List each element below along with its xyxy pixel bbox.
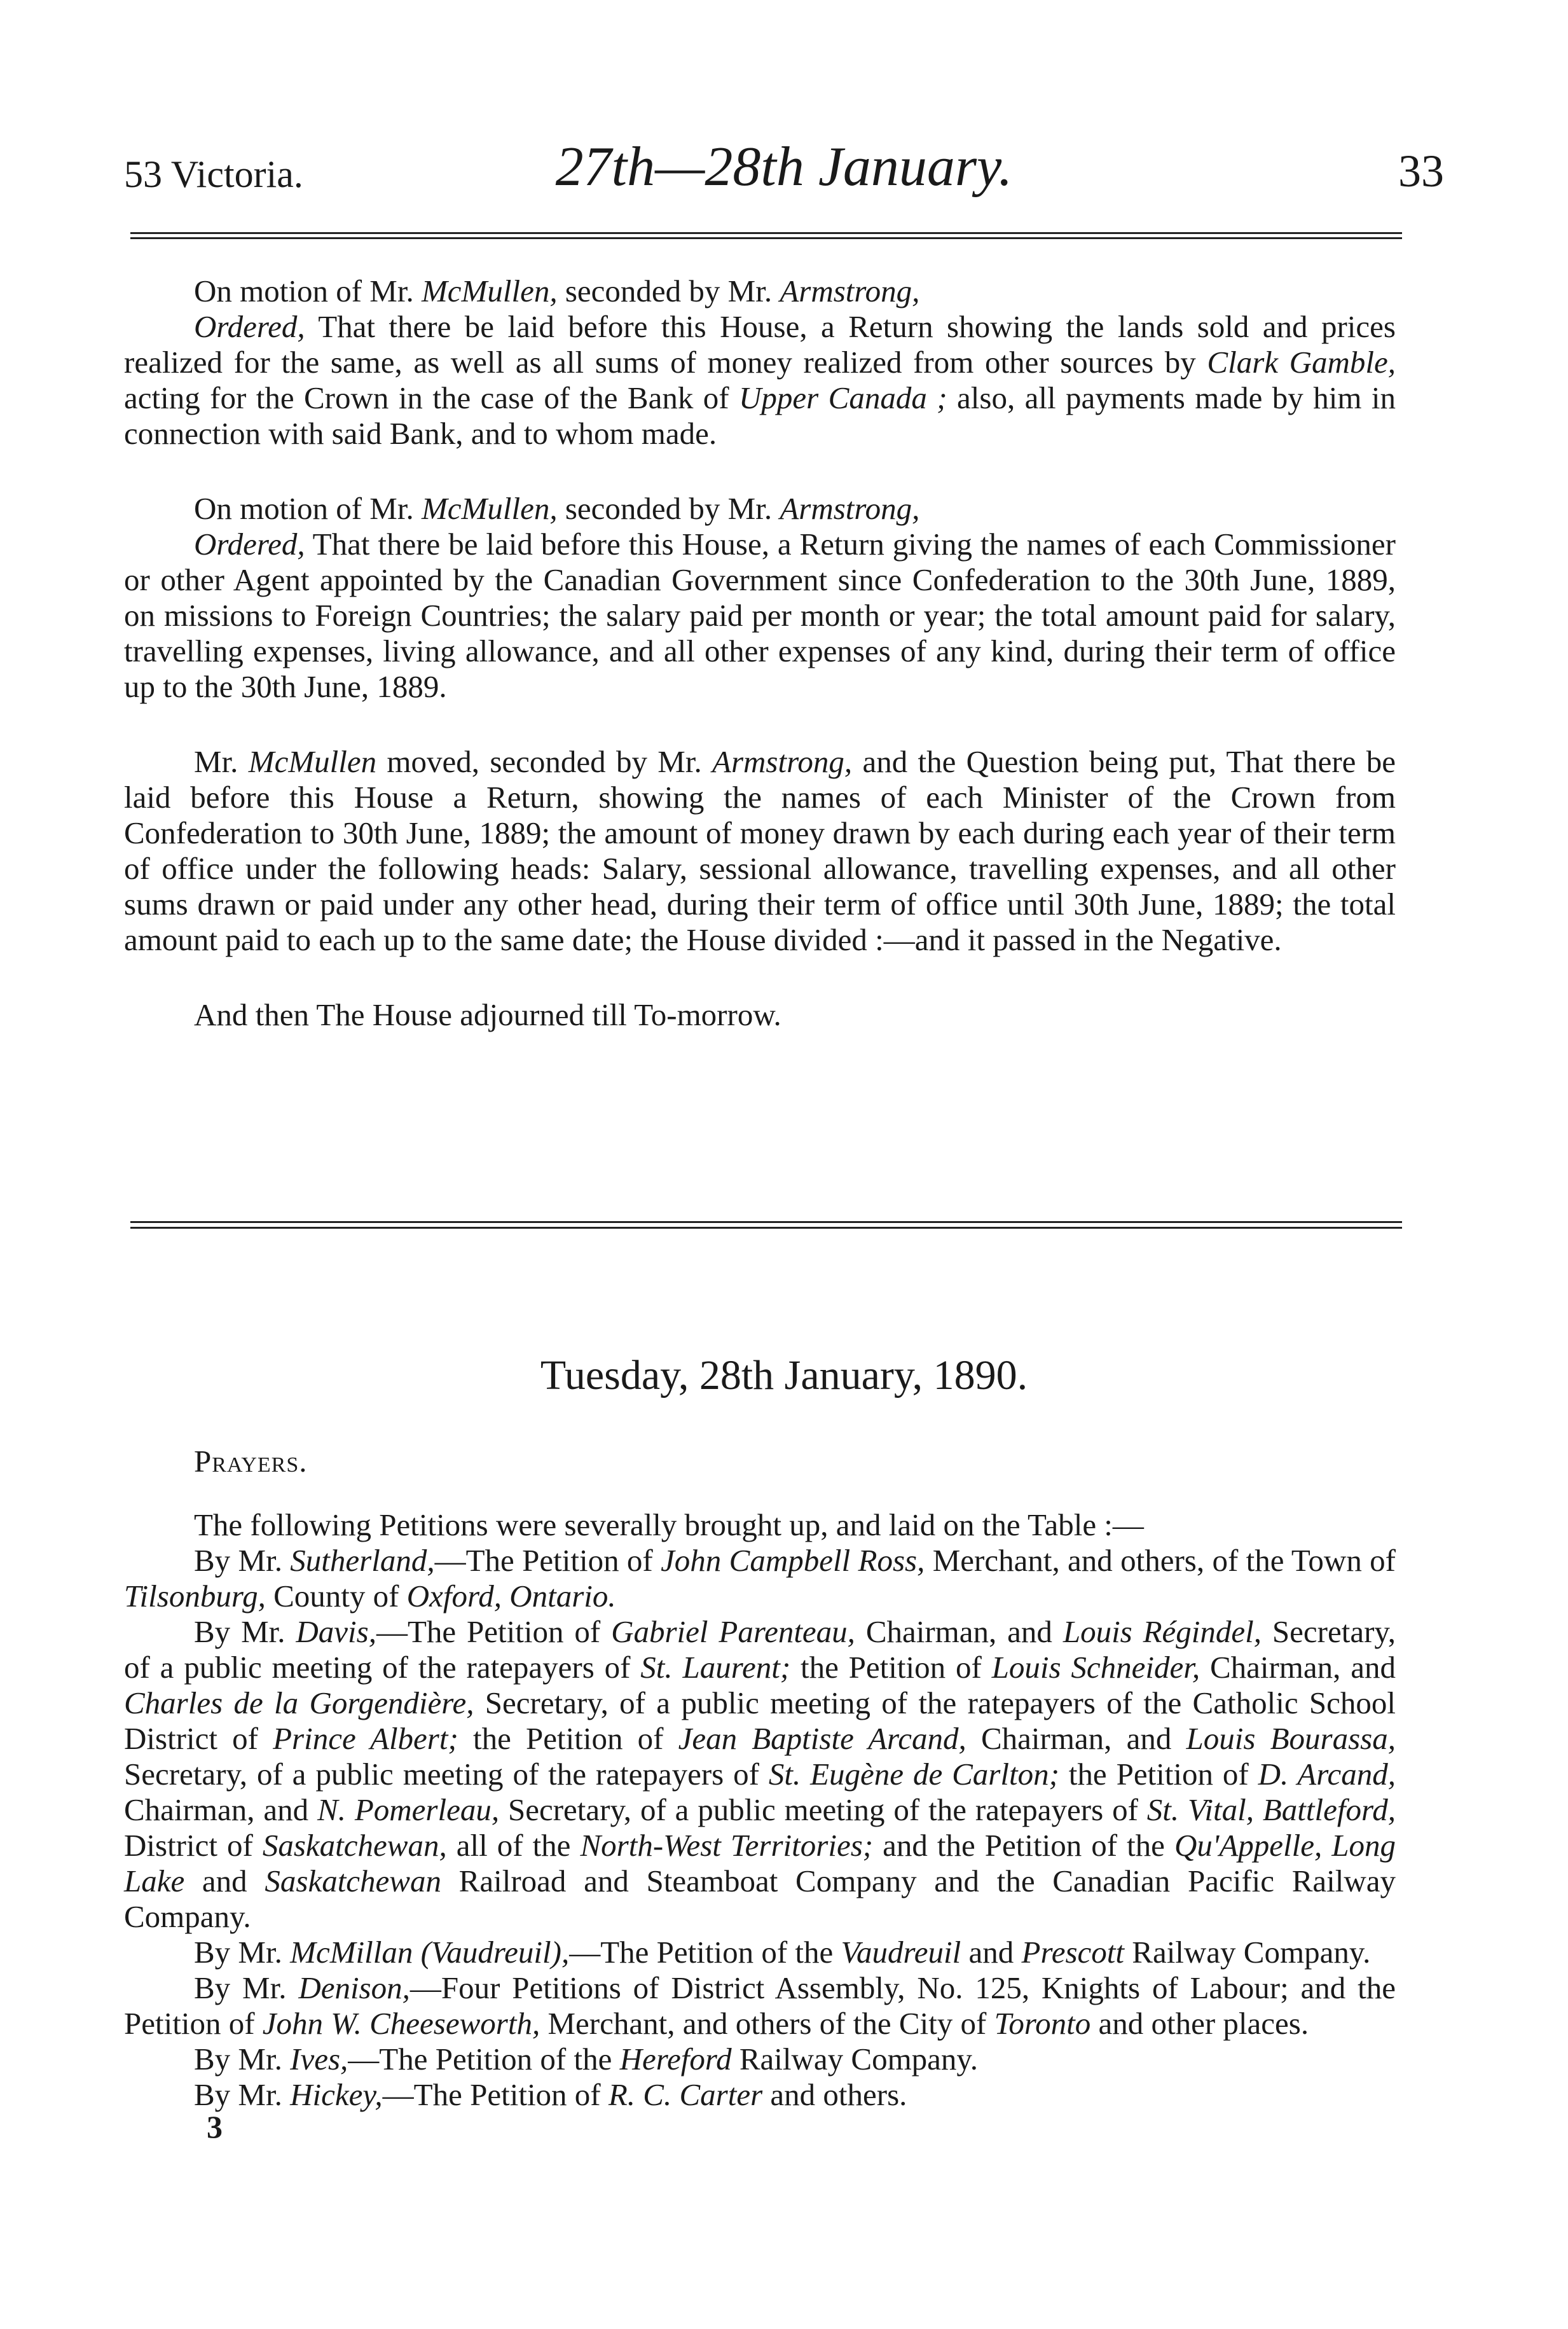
petition-davis: By Mr. Davis,—The Petition of Gabriel Parenteau, Chairman, and Louis Régindel, Secretary, of a public meeting of the ratepayers of St. Laurent; the Petition of Louis Schneider, Chairman, and Charles de la Gorgendière, Secretary, of a public meeting of the ratepayers of the Catholic School District of Prince Albert; the Petition of Jean Baptiste Arcand, Chairman, and Louis Bourassa, Secretary, of a public meeting of the ratepayers of St. Eugène de Carlton; the Petition of D. Arcand, Chairman, and N. Pomerleau, Secretary, of a public meeting of the ratepayers of St. Vital, Battleford, District of Saskatchewan, all of the North-West Territories; and the Petition of the Qu'Appelle, Long Lake and Saskatchewan Railroad and Steamboat Company and the Canadian Pacific Railway Company. [124, 1614, 1396, 1934]
petition-sutherland: By Mr. Sutherland,—The Petition of John Campbell Ross, Merchant, and others, of the Town of Tilsonburg, County of Oxford, Ontario. [124, 1543, 1396, 1614]
motion-2-order: Ordered, That there be laid before this House, a Return giving the names of each Commissioner or other Agent appointed by the Canadian Government since Confederation to the 30th June, 1889, on missions to Foreign Countries; the salary paid per month or year; the total amount paid for salary, travelling expenses, living allowance, and all other expenses of any kind, during their term of office up to the 30th June, 1889. [124, 527, 1396, 704]
motion-1-intro: On motion of Mr. McMullen, seconded by Mr. Armstrong, [194, 273, 920, 308]
petitions-intro: The following Petitions were severally brought up, and laid on the Table :— [194, 1507, 1144, 1542]
header-rule-bottom [130, 237, 1402, 239]
petition-hickey: By Mr. Hickey,—The Petition of R. C. Carter and others. [194, 2077, 907, 2112]
motion-1-order: Ordered, That there be laid before this House, a Return showing the lands sold and prices realized for the same, as well as all sums of money realized from other sources by Clark Gamble, acting for the Crown in the case of the Bank of Upper Canada ; also, all payments made by him in connection with said Bank, and to whom made. [124, 309, 1396, 451]
prayers-label-block [124, 1444, 1396, 1479]
adjournment-line: And then The House adjourned till To-morrow. [194, 997, 781, 1032]
motions-section [124, 273, 1396, 1033]
page-header [124, 135, 1444, 198]
day-title: Tuesday, 28th January, 1890. [540, 1352, 1028, 1399]
section-rule-bottom [130, 1227, 1402, 1229]
header-rule-top [130, 232, 1402, 234]
petition-ives: By Mr. Ives,—The Petition of the Hereford Railway Company. [194, 2042, 978, 2077]
motion-3: Mr. McMullen moved, seconded by Mr. Armstrong, and the Question being put, That there be laid before this House a Return, showing the names of each Minister of the Crown from Confederation to 30th June, 1889; the amount of money drawn by each during each year of their term of office under the following heads: Salary, sessional allowance, travelling expenses, and all other sums drawn or paid under any other head, during their term of office until 30th June, 1889; the total amount paid to each up to the same date; the House divided :—and it passed in the Negative. [124, 744, 1396, 957]
date-heading: 27th—28th January. [555, 136, 1013, 198]
session-label: 53 Victoria. [124, 153, 303, 195]
petitions-section [124, 1507, 1396, 2113]
section-rule-top [130, 1221, 1402, 1223]
signature-mark: 3 [207, 2109, 223, 2145]
page-number: 33 [1398, 146, 1444, 197]
prayers-label: Prayers. [194, 1444, 308, 1479]
petition-denison: By Mr. Denison,—Four Petitions of District Assembly, No. 125, Knights of Labour; and the Petition of John W. Cheeseworth, Merchant, and others of the City of Toronto and other places. [124, 1970, 1396, 2041]
petition-mcmillan: By Mr. McMillan (Vaudreuil),—The Petition of the Vaudreuil and Prescott Railway Company. [194, 1935, 1371, 1970]
motion-2-intro: On motion of Mr. McMullen, seconded by Mr. Armstrong, [194, 491, 920, 526]
